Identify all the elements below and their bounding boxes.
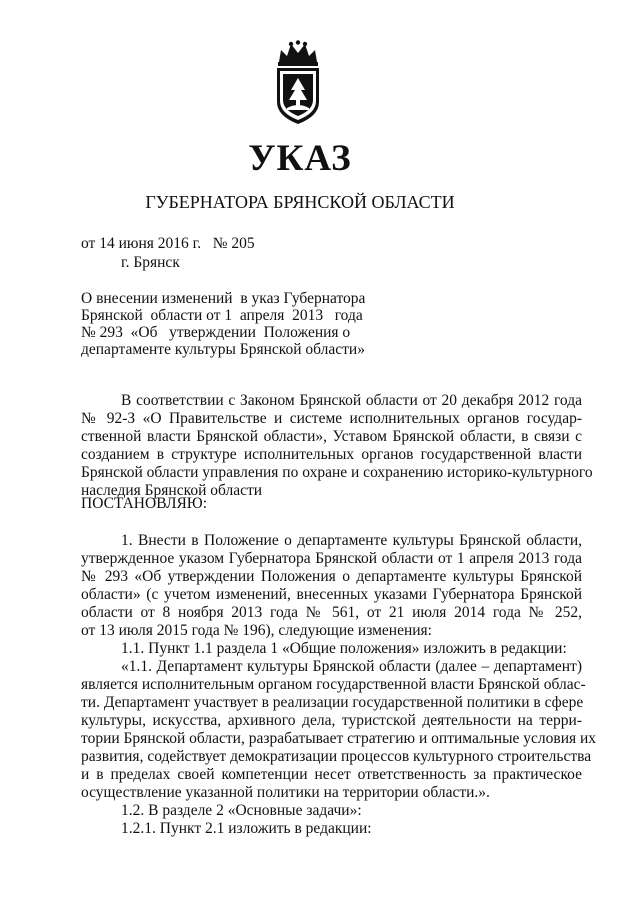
item1-1: 1.1. Пункт 1.1 раздела 1 «Общие положения» изложить в редакции: <box>121 640 567 657</box>
quote-line: и в пределах своей компетенции несет ответственность за практическое <box>81 766 582 783</box>
decree-word: ПОСТАНОВЛЯЮ: <box>81 495 208 512</box>
preamble-line: созданием в структуре исполнительных органов государственной власти <box>81 446 582 463</box>
quote-line: культуры, искусства, архивного дела, туристской деятельности на терри- <box>81 712 582 729</box>
preamble-line: Брянской области управления по охране и сохранению историко-культурного <box>81 464 593 481</box>
quote-line: осуществление указанной политики на территории области.». <box>81 784 490 801</box>
document-subtitle: ГУБЕРНАТОРА БРЯНСКОЙ ОБЛАСТИ <box>145 192 455 212</box>
city: г. Брянск <box>121 254 180 271</box>
subject-line: Брянской области от 1 апреля 2013 года <box>81 307 363 324</box>
item1-line: 1. Внести в Положение о департаменте культуры Брянской области, <box>121 532 582 549</box>
item1-line: утвержденное указом Губернатора Брянской области от 1 апреля 2013 года <box>81 550 582 567</box>
item1-line: области от 8 ноября 2013 года № 561, от 21 июля 2014 года № 252, <box>81 604 582 621</box>
subject-line: О внесении изменений в указ Губернатора <box>81 290 366 307</box>
subject-line: департаменте культуры Брянской области» <box>81 341 365 358</box>
preamble-line: № 92-З «О Правительстве и системе исполнительных органов государ- <box>81 410 582 427</box>
bryansk-coat-of-arms-icon <box>271 40 325 126</box>
quote-line: развития, содействует демократизации процессов культурного строительства <box>81 748 592 765</box>
item1-line: от 13 июля 2015 года № 196), следующие изменения: <box>81 622 432 639</box>
preamble-line: В соответствии с Законом Брянской области от 20 декабря 2012 года <box>121 392 582 409</box>
quote-line: является исполнительным органом государственной власти Брянской облас- <box>81 676 586 693</box>
item1-line: № 293 «Об утверждении Положения о департаменте культуры Брянской <box>81 568 582 585</box>
subject-line: № 293 «Об утверждении Положения о <box>81 324 351 341</box>
quote-line: «1.1. Департамент культуры Брянской области (далее – департамент) <box>121 658 582 675</box>
preamble-line: наследия Брянской области <box>81 482 263 499</box>
item1-2: 1.2. В разделе 2 «Основные задачи»: <box>121 802 362 819</box>
quote-line: тории Брянской области, разрабатывает стратегию и оптимальные условия их <box>81 730 597 747</box>
document-title: УКАЗ <box>248 138 352 179</box>
item1-2-1: 1.2.1. Пункт 2.1 изложить в редакции: <box>121 820 372 837</box>
date-number: от 14 июня 2016 г. № 205 <box>81 235 255 252</box>
quote-line: ти. Департамент участвует в реализации государственной политики в сфере <box>81 694 584 711</box>
preamble-line: ственной власти Брянской области», Уставом Брянской области, в связи с <box>81 428 582 445</box>
item1-line: области» (с учетом изменений, внесенных указами Губернатора Брянской <box>81 586 582 603</box>
